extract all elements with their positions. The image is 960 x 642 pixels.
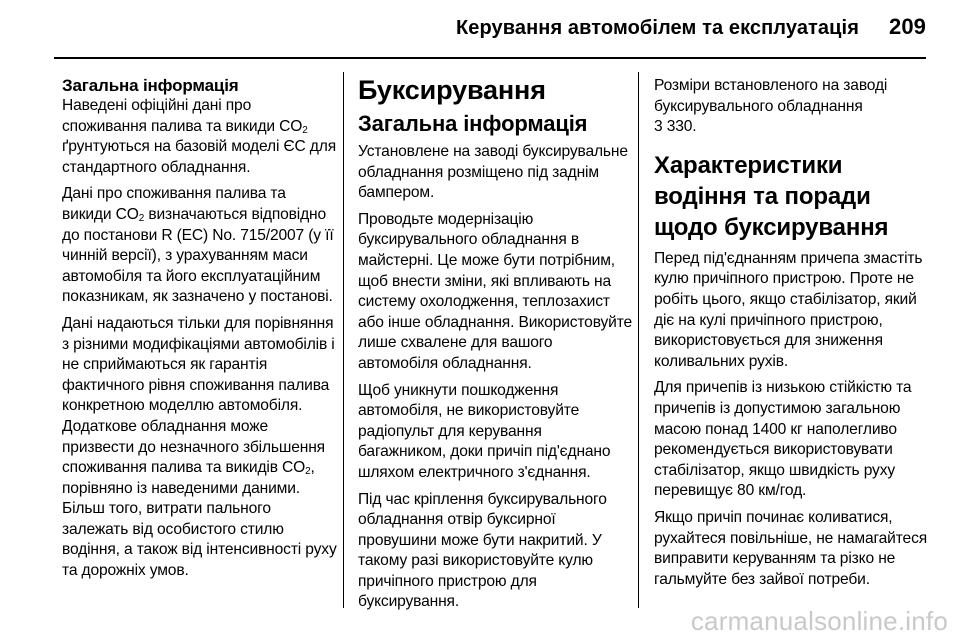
page-reference-link[interactable]: 3 330. xyxy=(654,118,697,136)
paragraph-towing-eye: Під час кріплення буксирувального обладнання отвір буксирної провушини може бути накритий. У такому разі використовуйте кулю причіпного пристрою для буксирування. xyxy=(358,490,607,611)
running-header xyxy=(0,14,926,40)
paragraph-stabilizer: Для причепів із низькою стійкістю та причепів із допустимою загальною масою понад 1400 кг наполегливо рекомендується використовувати стабілізатор, якщо швидкість руху перевищує 80 км/год. xyxy=(654,379,912,500)
paragraph-factory-equipment: Установлене на заводі буксирувальне обладнання розміщено під заднім бампером. xyxy=(358,143,628,202)
subheading-general-info: Загальна інформація xyxy=(358,111,588,136)
section-heading-general-info: Загальна інформація xyxy=(62,76,239,95)
header-rule xyxy=(54,57,926,59)
column-3 xyxy=(654,76,930,596)
column-1 xyxy=(62,76,338,588)
column-divider-1 xyxy=(343,72,344,608)
section-heading-driving-tips: Характеристики водіння та поради щодо буксирування xyxy=(654,151,889,241)
paragraph-regulation: Дані про споживання палива та викиди $CO_2$ визначаються відповідно до постанови R (ЕС) No. 715/2007 (у її чинній версії), з урахуванням маси автомобіля та його експлуатаційним показникам, як зазначено у постанові. xyxy=(62,185,334,306)
page-number: 209 xyxy=(888,14,926,39)
paragraph-lubricate: Перед під'єднанням причепа змастіть кулю причіпного пристрою. Проте не робіть цього, якщо стабілізатор, який діє на кулі причіпного пристрою, використовується для зниження коливальних рухів. xyxy=(654,249,923,370)
watermark: carmanualsonline.info xyxy=(690,606,948,636)
section-heading-towing: Буксирування xyxy=(358,75,546,105)
paragraph-dimensions: Розміри встановленого на заводі буксирувального обладнання xyxy=(654,77,888,115)
paragraph-comparison: Дані надаються тільки для порівняння з різними модифікаціями автомобілів і не сприймаються як гарантія фактичного рівня споживання палива конкретною моделлю автомобіля. Додаткове обладнання може призвести до незначного збільшення споживання палива та викидів $CO_2$, порівняно із наведеними даними. Більш того, витрати пального залежать від особистого стилю водіння, а також від інтенсивності руху та дорожніх умов. xyxy=(62,314,337,580)
paragraph-remote-warning: Щоб уникнути пошкодження автомобіля, не використовуйте радіопульт для керування багажником, доки причіп під'єднано шляхом електричного з'єднання. xyxy=(358,381,611,481)
column-divider-2 xyxy=(638,72,639,608)
paragraph-sway: Якщо причіп починає коливатися, рухайтеся повільніше, не намагайтеся виправити керуванням та різко не гальмуйте без зайвої потреби. xyxy=(654,508,928,588)
paragraph-modernization: Проводьте модернізацію буксирувального обладнання в майстерні. Це може бути потрібним, щоб внести зміни, які впливають на систему охолодження, теплозахист або інше обладнання. Використовуйте лише схвалене для вашого автомобіля обладнання. xyxy=(358,210,633,372)
paragraph-emissions-data: Наведені офіційні дані про споживання палива та викиди $CO_2$ ґрунтуються на базовій моделі ЄС для стандартного обладнання. xyxy=(62,97,336,176)
header-title: Керування автомобілем та експлуатація xyxy=(455,17,859,39)
column-2 xyxy=(358,76,634,619)
